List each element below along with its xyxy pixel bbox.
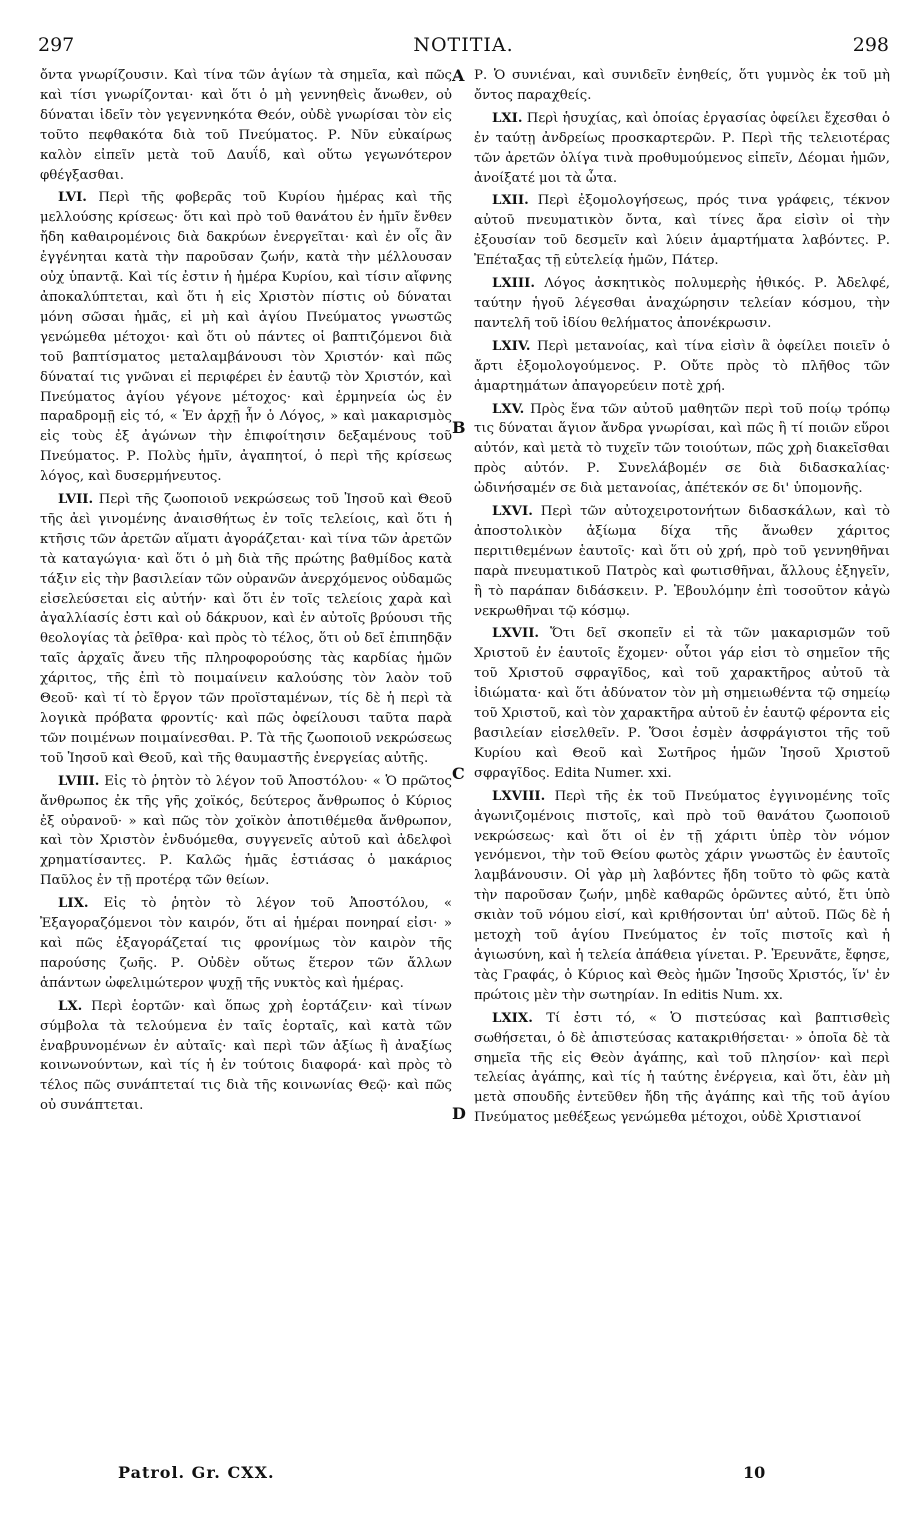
entry-number: LXVIII. [492,788,546,804]
margin-letter-b: B [452,418,466,437]
entry-text: Περὶ τῆς ζωοποιοῦ νεκρώσεως τοῦ Ἰησοῦ καὶ Θεοῦ τῆς ἀεὶ γινομένης ἀναισθήτως ἐν τοῖς τελείοις, καὶ ὅτι ἡ κτῆσις τῶν ἀρετῶν αἵματι ἀγοράζεται· καὶ τίνα τῶν ἀρετῶν τὰ καταγώγια· καὶ ὅτι ὁ μὴ διὰ τῆς πρώτης βαθμίδος κατὰ τάξιν εἰς τὴν βασιλείαν τῶν οὐρανῶν ἀνερχόμενος οὐδαμῶς εἰσελεύσεται εἰς αὐτήν· καὶ ὅτι ἐν τοῖς τελείοις χαρὰ καὶ ἀγαλλίασίς ἐστι καὶ οὐ δάκρυον, καὶ ἐν αὐτοῖς βρύουσι τῆς θεολογίας τὰ ῥεῖθρα· καὶ πρὸς τὸ τέλος, ὅτι οὐ δεῖ ἐπιπηδᾷν ταῖς ἀρχαῖς ἄνευ τῆς πληροφορούσης τὰς καρδίας ἡμῶν χάριτος, τῆς ἐπὶ τὸ ποιμαίνειν καλούσης τὸν λαὸν τοῦ Θεοῦ· καὶ τί τὸ ἔργον τῶν προϊσταμένων, τίς δὲ ἡ περὶ τὰ λογικὰ πρόβατα φροντίς· καὶ πῶς ὀφείλουσι ταῦτα παρὰ τῶν ποιμένων ποιμαίνεσθαι. Ρ. Τὰ τῆς ζωοποιοῦ νεκρώσεως τοῦ Ἰησοῦ καὶ Θεοῦ, καὶ τῆς θαυμαστῆς ἐνεργείας αὐτῆς. [40,492,452,766]
entry-number: LXV. [492,401,525,417]
entry-paragraph [40,188,452,487]
running-title: NOTITIA. [413,34,514,56]
entry-number: LXI. [492,110,523,126]
entry-number: LXIII. [492,276,535,292]
entry-number: LIX. [58,896,89,912]
footer-signature: 10 [743,1463,766,1482]
entry-text: Ὅτι δεῖ σκοπεῖν εἰ τὰ τῶν μακαρισμῶν τοῦ Χριστοῦ ἐν ἑαυτοῖς ἔχομεν· οὗτοι γάρ εἰσι τὸ σημεῖον τῆς τοῦ Χριστοῦ σφραγῖδος, καὶ τοῦ χαρακτῆρος αὐτοῦ τὰ ἰδιώματα· καὶ ὅτι ἀδύνατον τὸν μὴ σημειωθέντα τῷ σημείῳ τοῦ Χριστοῦ, καὶ τὸν χαρακτῆρα αὐτοῦ ἐν ἑαυτῷ φέροντα εἰς βασιλείαν εἰσελθεῖν. Ρ. Ὅσοι ἐσμὲν ἀσφράγιστοι τῆς τοῦ Κυρίου καὶ Θεοῦ καὶ Σωτῆρος ἡμῶν Ἰησοῦ Χριστοῦ σφραγῖδος. Edita Numer. xxi. [474,626,890,781]
entry-paragraph [40,997,452,1116]
entry-paragraph [474,400,890,500]
entry-text: Περὶ ἐξομολογήσεως, πρός τινα γράφεις, τέκνον αὐτοῦ πνευματικὸν ὄντα, καὶ τίνες ἄρα εἰσὶν οἱ τὴν ἐξουσίαν τοῦ δεσμεῖν καὶ λύειν ἁμαρτήματα λαβόντες. Ρ. Ἐπέταξας τῇ εὐτελείᾳ ἡμῶν, Πάτερ. [474,193,890,269]
margin-letter-a: A [452,66,465,85]
page-header [38,34,889,62]
entry-text: Λόγος ἀσκητικὸς πολυμερὴς ἠθικός. Ρ. Ἀδελφέ, ταύτην ἡγοῦ λέγεσθαι ἀναχώρησιν τελείαν κόσμου, τὴν παντελῆ τοῦ ἰδίου θελήματος ἀπονέκρωσιν. [474,276,890,331]
entry-paragraph [474,502,890,621]
page-number-right: 298 [852,34,889,56]
entry-number: LXVII. [492,626,540,642]
entry-paragraph [474,109,890,189]
entry-text: ὄντα γνωρίζουσιν. Καὶ τίνα τῶν ἁγίων τὰ σημεῖα, καὶ πῶς καὶ τίσι γνωρίζονται· καὶ ὅτι ὁ μὴ γεννηθεὶς ἄνωθεν, οὐ δύναται ἰδεῖν τὸν γεγεννηκότα Θεόν, οὐδὲ γνωρίσαι τὸν εἰς τοῦτο πεφθακότα διὰ τοῦ Πνεύματος. Ρ. Νῦν εὐκαίρως καλὸν εἰπεῖν μετὰ τοῦ Δαυΐδ, καὶ οὕτω γεγωνότερον φθέγξασθαι. [40,68,452,183]
entry-number: LVI. [58,190,87,206]
entry-paragraph [40,490,452,769]
entry-paragraph [474,191,890,271]
entry-paragraph [474,66,890,106]
entry-text: Περὶ τῆς φοβερᾶς τοῦ Κυρίου ἡμέρας καὶ τῆς μελλούσης κρίσεως· ὅτι καὶ πρὸ τοῦ θανάτου ἐν ἡμῖν ἔνθεν ἤδη καθαιρομένοις διὰ δακρύων ἐνεργεῖται· καὶ ἐν οἷς ἂν ἐγγένηται κατὰ τὴν παροῦσαν ζωήν, κατὰ τὴν μέλλουσαν οὐχ ὑπαντᾷ. Καὶ τίς ἐστιν ἡ ἡμέρα Κυρίου, καὶ τίσιν αἴφνης ἀποκαλύπτεται, καὶ ὅτι ἡ εἰς Χριστὸν πίστις οὐ δύναται μόνη σῶσαι ἡμᾶς, εἰ μὴ καὶ ἁγίου Πνεύματος γνωστῶς γενώμεθα μέτοχοι· καὶ ὅτι οὐ πάντες οἱ βαπτιζόμενοι διὰ τοῦ βαπτίσματος μεταλαμβάνουσι τὸν Χριστόν· καὶ πῶς δύναταί τις γνῶναι εἰ περιφέρει ἐν ἑαυτῷ τὸν Χριστόν, καὶ Πνεύματος ἁγίου γέγονε μέτοχος· καὶ ἑρμηνεία ὡς ἐν παραδρομῇ εἰς τό, « Ἐν ἀρχῇ ἦν ὁ Λόγος, » καὶ μακαρισμὸς εἰς τοὺς ἐξ ἀγώνων τὴν ἐπιφοίτησιν δεξαμένους τοῦ Πνεύματος. Ρ. Πολὺς ἡμῖν, ἀγαπητοί, ὁ περὶ τῆς κρίσεως λόγος, καὶ δυσερμήνευτος. [40,190,452,485]
entry-paragraph [40,66,452,185]
entry-text: Περὶ μετανοίας, καὶ τίνα εἰσὶν ἃ ὀφείλει ποιεῖν ὁ ἄρτι ἐξομολογούμενος. Ρ. Οὔτε πρὸς τὸ πλῆθος τῶν ἁμαρτημάτων ἀπαγορεύειν ποτὲ χρή. [474,338,890,394]
entry-number: LXVI. [492,504,533,520]
footer-series: Patrol. Gr. CXX. [118,1463,275,1482]
entry-text: Τί ἐστι τό, « Ὁ πιστεύσας καὶ βαπτισθεὶς σωθήσεται, ὁ δὲ ἀπιστεύσας κατακριθήσεται· » ὁποῖα δὲ τὰ σημεῖα τῆς εἰς Θεὸν ἀγάπης, καὶ τοῦ πλησίον· καὶ περὶ τελείας ἀγάπης, καὶ τίς ἡ ταύτης ἐνέργεια, καὶ ὅτι, ἐὰν μὴ μετὰ σπουδῆς ἐντεῦθεν ἤδη τῆς ἀγάπης καὶ τῆς τοῦ ἁγίου Πνεύματος μεθέξεως γενώμεθα μέτοχοι, οὐδὲ Χριστιανοί [474,1010,890,1126]
entry-text: Περὶ τῶν αὐτοχειροτονήτων διδασκάλων, καὶ τὸ ἀποστολικὸν ἀξίωμα δίχα τῆς ἄνωθεν χάριτος περιτιθεμένων ἑαυτοῖς· καὶ ὅτι οὐ χρή, πρὸ τοῦ γεννηθῆναι παρὰ πνευματικοῦ Πατρὸς καὶ φωτισθῆναι, ἄλλους ἐξηγεῖν, ἢ τὸ παράπαν διδάσκειν. Ρ. Ἐβουλόμην ἐπὶ τοσοῦτον κἀγὼ νεκρωθῆναι τῷ κόσμῳ. [474,504,890,619]
entry-paragraph [474,337,890,397]
entry-paragraph [40,772,452,891]
entry-text: Περὶ ἑορτῶν· καὶ ὅπως χρὴ ἑορτάζειν· καὶ τίνων σύμβολα τὰ τελούμενα ἐν ταῖς ἑορταῖς, καὶ κατὰ τῶν ἐναβρυνομένων ἐν αὐταῖς· καὶ περὶ τῶν ἀξίως ἢ ἀναξίως κοινωνούντων, καὶ τίς ἡ ἐν τούτοις διαφορά· καὶ πρὸς τὸ τέλος πῶς συνάπτεταί τις διὰ τῆς κοινωνίας Θεῷ· καὶ πῶς οὐ συνάπτεται. [40,998,452,1114]
right-column [474,66,890,1131]
entry-paragraph [474,274,890,334]
entry-number: LXIX. [492,1010,533,1026]
entry-number: LX. [58,998,83,1014]
entry-number: LVIII. [58,773,100,789]
entry-number: LVII. [58,492,94,508]
entry-text: Εἰς τὸ ῥητὸν τὸ λέγον τοῦ Ἀποστόλου, « Ἐξαγοραζόμενοι τὸν καιρόν, ὅτι αἱ ἡμέραι πονηραί εἰσι· » καὶ πῶς ἐξαγοράζεταί τις φρονίμως τὸν καιρὸν τῆς παρούσης ζωῆς. Ρ. Οὐδὲν οὕτως ἕτερον τῶν ἄλλων ἁπάντων ὠφελιμώτερον ψυχῇ τῆς νυκτὸς καὶ ἡμέρας. [40,896,452,991]
entry-paragraph [40,894,452,994]
entry-text: Περὶ ἡσυχίας, καὶ ὁποίας ἐργασίας ὀφείλει ἔχεσθαι ὁ ἐν ταύτῃ ἀνδρείως προσκαρτερῶν. Ρ. Περὶ τῆς τελειοτέρας τῶν ἀρετῶν ὀλίγα τινὰ προθυμούμενος εἰπεῖν, Δέομαι ἡμῶν, ἀνοίξατέ μοι τὰ ὦτα. [474,110,890,186]
entry-text: Περὶ τῆς ἐκ τοῦ Πνεύματος ἐγγινομένης τοῖς ἀγωνιζομένοις πιστοῖς, καὶ πρὸ τοῦ θανάτου ζωοποιοῦ νεκρώσεως· καὶ ὅτι οἱ ἐν τῇ χάριτι ὑπὲρ τὸν νόμον γενόμενοι, τὴν τοῦ Θείου φωτὸς χάριν γνωστῶς ἐν ἑαυτοῖς λαμβάνουσιν. Οἱ γὰρ μὴ λαβόντες ἤδη τοῦτο τὸ φῶς κατὰ τὴν παροῦσαν ζωήν, μηδὲ καθαρῶς ὁρῶντες αὐτό, ἔτι ὑπὸ σκιὰν τοῦ νόμου εἰσί, καὶ κριθήσονται ὑπ' αὐτοῦ. Πῶς δὲ ἡ μετοχὴ τοῦ ἁγίου Πνεύματος ἐν τοῖς πιστοῖς καὶ ἡ ἁγιωσύνη, καὶ ἡ τελεία ἀπάθεια γίνεται. Ρ. Ἐρευνᾶτε, ἔφησε, τὰς Γραφάς, ὁ Κύριος καὶ Θεὸς ἡμῶν Ἰησοῦς Χριστός, ἵν' ἐν πρώτοις μὲν τὴν σωτηρίαν. In editis Num. xx. [474,788,890,1003]
entry-number: LXII. [492,193,529,209]
entry-number: LXIV. [492,338,531,354]
margin-letter-c: C [452,764,465,783]
margin-letter-d: D [452,1104,466,1123]
entry-paragraph [474,624,890,783]
left-column [40,66,452,1119]
entry-paragraph [474,1009,890,1128]
entry-paragraph [474,787,890,1006]
entry-text: Πρὸς ἕνα τῶν αὐτοῦ μαθητῶν περὶ τοῦ ποίῳ τρόπῳ τις δύναται ἅγιον ἄνδρα γνωρίσαι, καὶ πῶς ἢ τί ποιῶν εὕροι αὐτόν, καὶ μετὰ τὸ τυχεῖν τῶν τοιούτων, πῶς χρὴ διακεῖσθαι πρὸς αὐτόν. Ρ. Συνελάβομέν σε διὰ διδασκαλίας· ὠδινήσαμέν σε διὰ μετανοίας, ἀπέτεκόν σε δι' ὑπομονῆς. [474,401,890,497]
entry-text: Εἰς τὸ ῥητὸν τὸ λέγον τοῦ Ἀποστόλου· « Ὁ πρῶτος ἄνθρωπος ἐκ τῆς γῆς χοϊκός, δεύτερος ἄνθρωπος ὁ Κύριος ἐξ οὐρανοῦ· » καὶ πῶς τὸν χοϊκὸν ἀποτιθέμεθα ἄνθρωπον, καὶ τὸν Χριστὸν ἐνδυόμεθα, συγγενεῖς αὐτοῦ καὶ ἀδελφοὶ χρηματίσαντες. Ρ. Καλῶς ἡμᾶς ἑστιάσας ὁ μακάριος Παῦλος ἐν τῇ προτέρᾳ τῶν θείων. [40,773,452,889]
entry-text: Ρ. Ὁ συνιέναι, καὶ συνιδεῖν ἐνηθείς, ὅτι γυμνὸς ἐκ τοῦ μὴ ὄντος παραχθείς. [474,68,890,103]
page-number-left: 297 [38,34,75,56]
